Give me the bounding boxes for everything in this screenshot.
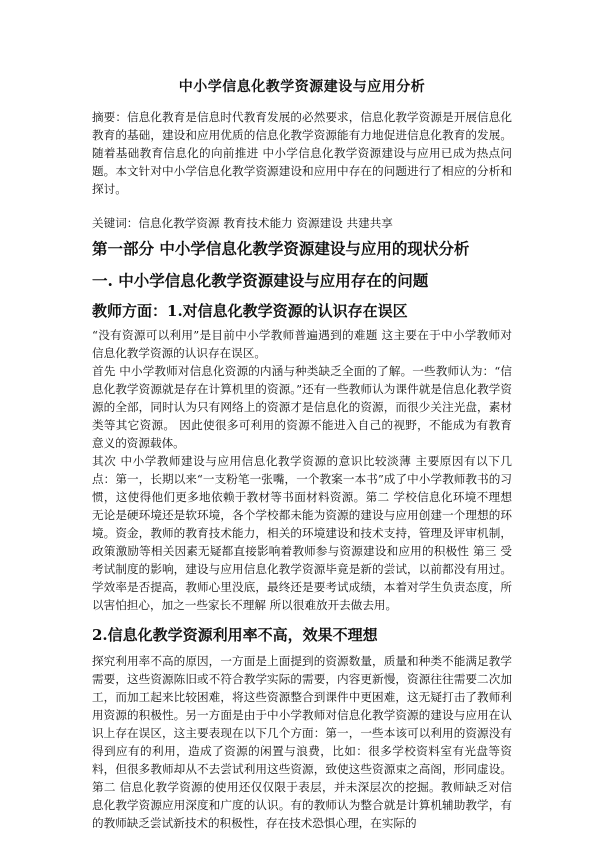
teacher-aspect-heading: 教师方面：1.对信息化教学资源的认识存在误区: [92, 302, 408, 320]
section2-heading: 2.信息化教学资源利用率不高，效果不理想: [92, 626, 378, 644]
keywords-line: 关键词：信息化教学资源 教育技术能力 资源建设 共建共享: [92, 216, 393, 230]
section1-heading: 一. 中小学信息化教学资源建设与应用存在的问题: [92, 271, 429, 290]
document-title: 中小学信息化教学资源建设与应用分析: [178, 79, 426, 95]
body-paragraph-2: 首先 中小学教师对信息化资源的内涵与种类缺乏全面的了解。一些教师认为：“信息化教学资源就是存在计算机里的资源。”还有一些教师认为课件就是信息化教学资源的全部，同时认为只有网络上的资源才是信息化的资源，而很少关注光盘，素材类等其它资源。 因此使很多可利用的资源不能进入自己的视野，不能成为有教育意义的资源载体。: [92, 364, 512, 450]
abstract-paragraph: 摘要：信息化教育是信息时代教育发展的必然要求，信息化教学资源是开展信息化教育的基础，建设和应用优质的信息化教学资源能有力地促进信息化教育的发展。随着基础教育信息化的向前推进 中小学信息化教学资源建设与应用已成为热点问题。本文针对中小学信息化教学资源建设和应用中存在的问题进行了相应的分析和探讨。: [92, 110, 512, 196]
part1-heading: 第一部分 中小学信息化教学资源建设与应用的现状分析: [92, 239, 470, 258]
body-paragraph-4: 探究利用率不高的原因，一方面是上面提到的资源数量，质量和种类不能满足教学需要，这些资源陈旧或不符合教学实际的需要，内容更新慢，资源往往需要二次加工，而加工起来比较困难，将这些资源整合到课件中更困难，这无疑打击了教师利用资源的积极性。另一方面是由于中小学教师对信息化教学资源的建设与应用在认识上存在误区，这主要表现在以下几个方面：第一，一些本该可以利用的资源没有得到应有的利用，造成了资源的闲置与浪费，比如：很多学校资料室有光盘等资料，但很多教师却从不去尝试利用这些资源，致使这些资源束之高阁，形同虚设。第二 信息化教学资源的使用还仅仅限于表层，并未深层次的挖掘。教师缺乏对信息化教学资源应用深度和广度的认识。有的教师认为整合就是计算机辅助教学，有的教师缺乏尝试新技术的积极性，存在技术恐惧心理，在实际的: [92, 654, 512, 830]
body-paragraph-1: “没有资源可以利用”是目前中小学教师普遍遇到的难题 这主要在于中小学教师对信息化教学资源的认识存在误区。: [92, 328, 512, 360]
body-paragraph-3: 其次 中小学教师建设与应用信息化教学资源的意识比较淡薄 主要原因有以下几点：第一，长期以来“一支粉笔一张嘴，一个教案一本书”成了中小学教师教书的习惯，这使得他们更多地依赖于教材等书面材料资源。第二 学校信息化环境不理想 无论是硬环境还是软环境，各个学校都未能为资源的建设与应用创建一个理想的环境。资金，教师的教育技术能力，相关的环境建设和技术支持，管理及评审机制，政策激励等相关因素无疑都直接影响着教师参与资源建设和应用的积极性 第三 受考试制度的影响，建设与应用信息化教学资源毕竟是新的尝试，以前都没有用过。学效率是否提高，教师心里没底，最终还是要考试成绩，本着对学生负责态度，所以害怕担心，加之一些家长不理解 所以很难放开去做去用。: [92, 454, 512, 612]
